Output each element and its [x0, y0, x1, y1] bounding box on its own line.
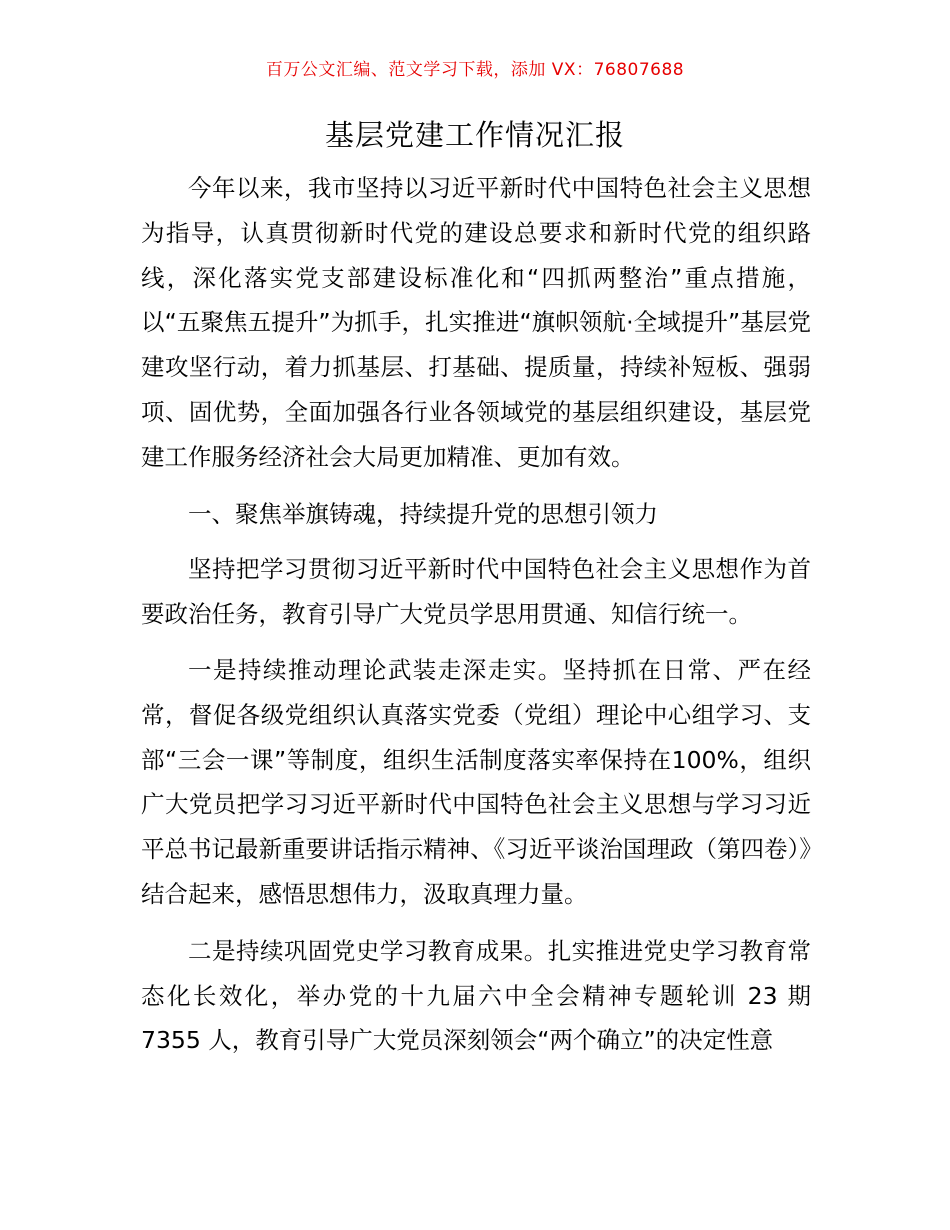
header-watermark-note: 百万公文汇编、范文学习下载，添加 VX：76807688 [265, 60, 685, 80]
paragraph-point-1: 一是持续推动理论武装走深走实。坚持抓在日常、严在经常，督促各级党组织认真落实党委（党组）理论中心组学习、支部“三会一课”等制度，组织生活制度落实率保持在100%，组织广大党员把学习习近平新时代中国特色社会主义思想与学习习近平总书记最新重要讲话指示精神、《习近平谈治国理政（第四卷）》结合起来，感悟思想伟力，汲取真理力量。 [141, 655, 811, 908]
paragraph-point-2: 二是持续巩固党史学习教育成果。扎实推进党史学习教育常态化长效化，举办党的十九届六中全会精神专题轮训 23 期 7355 人，教育引导广大党员深刻领会“两个确立”的决定性意 [141, 936, 811, 1055]
document-body [141, 166, 811, 1075]
section-heading-1: 一、聚焦举旗铸魂，持续提升党的思想引领力 [188, 499, 658, 528]
document-title: 基层党建工作情况汇报 [324, 118, 625, 152]
paragraph-intro: 今年以来，我市坚持以习近平新时代中国特色社会主义思想为指导，认真贯彻新时代党的建设总要求和新时代党的组织路线，深化落实党支部建设标准化和“四抓两整治”重点措施，以“五聚焦五提升”为抓手，扎实推进“旗帜领航·全域提升”基层党建攻坚行动，着力抓基层、打基础、提质量，持续补短板、强弱项、固优势，全面加强各行业各领域党的基层组织建设，基层党建工作服务经济社会大局更加精准、更加有效。 [141, 174, 811, 471]
paragraph-section-1-lead: 坚持把学习贯彻习近平新时代中国特色社会主义思想作为首要政治任务，教育引导广大党员学思用贯通、知信行统一。 [141, 555, 811, 629]
